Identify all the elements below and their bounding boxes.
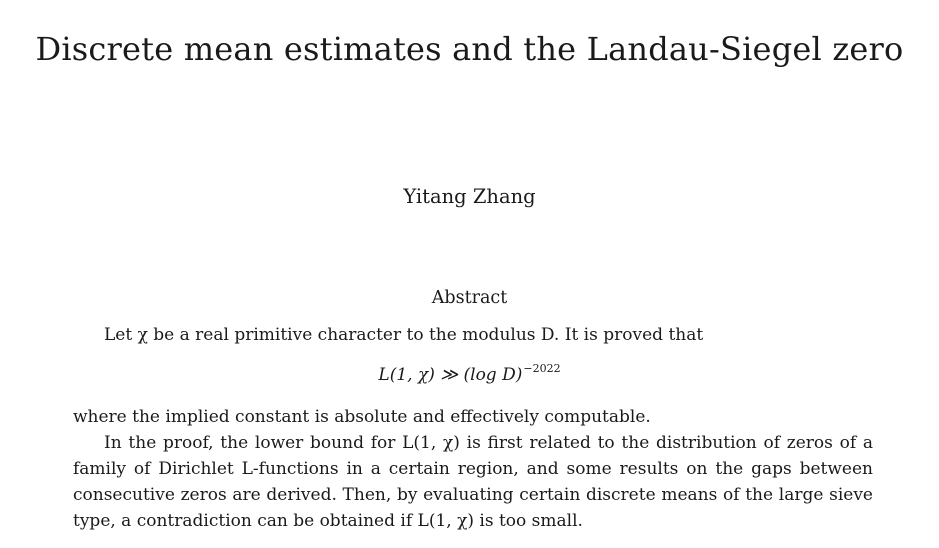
paper-title: Discrete mean estimates and the Landau-Siegel zero [35,30,904,68]
abstract-continuation-text: where the implied constant is absolute and effectively computable. [73,407,651,427]
main-inequality [0,362,939,385]
abstract-heading: Abstract [431,288,508,308]
author-name: Yitang Zhang [403,185,536,208]
inequality-exponent: −2022 [523,362,561,375]
abstract-second-paragraph: In the proof, the lower bound for L(1, χ) is first related to the distribution of zeros of a family of Dirichlet L-functions in a certain region, and some results on the gaps between consecutive zeros are derived. Then, by evaluating certain discrete means of the large sieve type, a contradiction can be obtained if L(1, χ) is too small. [73,433,873,531]
abstract-lead-text: Let χ be a real primitive character to the modulus D. It is proved that [104,325,704,345]
inequality-expression: L(1, χ) ≫ (log D) [378,365,523,385]
